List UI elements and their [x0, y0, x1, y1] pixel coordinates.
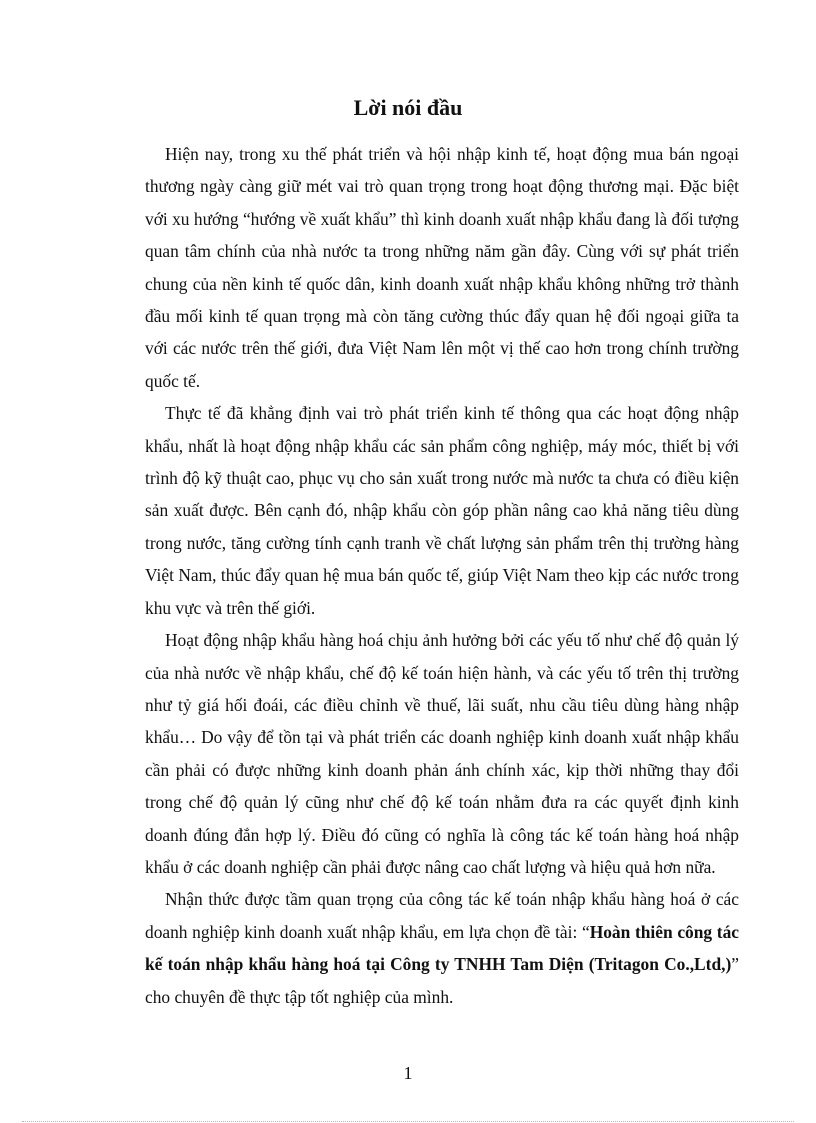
- page-title: Lời nói đầu: [353, 95, 463, 120]
- paragraph-2: Thực tế đã khẳng định vai trò phát triển kinh tế thông qua các hoạt động nhập khẩu, nhất là hoạt động nhập khẩu các sản phẩm công nghiệp, máy móc, thiết bị với trình độ kỹ thuật cao, phục vụ cho sản xuất trong nước mà nước ta chưa có điều kiện sản xuất được. Bên cạnh đó, nhập khẩu còn góp phần nâng cao khả năng tiêu dùng trong nước, tăng cường tính cạnh tranh về chất lượng sản phẩm trên thị trường hàng Việt Nam, thúc đẩy quan hệ mua bán quốc tế, giúp Việt Nam theo kịp các nước trong khu vực và trên thế giới.: [145, 403, 739, 618]
- paragraph-4: [145, 883, 739, 1013]
- body-text: [145, 138, 739, 1013]
- paragraph-4-intro: Nhận thức được tầm quan trọng của công tác kế toán nhập khẩu hàng hoá ở các doanh nghiệp kinh doanh xuất nhập khẩu, em lựa chọn đề tài: “: [145, 889, 739, 942]
- paragraph-4-outro: ” cho chuyên đề thực tập tốt nghiệp của mình.: [145, 954, 739, 1007]
- page-bottom-divider: [22, 1121, 794, 1122]
- thesis-topic: Hoàn thiên công tác kế toán nhập khẩu hàng hoá tại Công ty TNHH Tam Diện (Tritagon Co.,Ltd,): [145, 921, 739, 975]
- paragraph-3: Hoạt động nhập khẩu hàng hoá chịu ảnh hưởng bởi các yếu tố như chế độ quản lý của nhà nước về nhập khẩu, chế độ kế toán hiện hành, và các yếu tố trên thị trường như tỷ giá hối đoái, các điều chỉnh về thuế, lãi suất, nhu cầu tiêu dùng hàng nhập khẩu… Do vậy để tồn tại và phát triển các doanh nghiệp kinh doanh xuất nhập khẩu cần phải có được những kinh doanh phản ánh chính xác, kịp thời những thay đổi trong chế độ quản lý cũng như chế độ kế toán nhằm đưa ra các quyết định kinh doanh đúng đắn hợp lý. Điều đó cũng có nghĩa là công tác kế toán hàng hoá nhập khẩu ở các doanh nghiệp cần phải được nâng cao chất lượng và hiệu quả hơn nữa.: [145, 630, 739, 877]
- page-number: 1: [403, 1063, 413, 1083]
- paragraph-1: Hiện nay, trong xu thế phát triển và hội nhập kinh tế, hoạt động mua bán ngoại thương ngày càng giữ mét vai trò quan trọng trong hoạt động thương mại. Đặc biệt với xu hướng “hướng về xuất khẩu” thì kinh doanh xuất nhập khẩu đang là đối tượng quan tâm chính của nhà nước ta trong những năm gần đây. Cùng với sự phát triển chung của nền kinh tế quốc dân, kinh doanh xuất nhập khẩu không những trở thành đầu mối kinh tế quan trọng mà còn tăng cường thúc đẩy quan hệ đối ngoại giữa ta với các nước trên thế giới, đưa Việt Nam lên một vị thế cao hơn trong chính trường quốc tế.: [145, 144, 739, 391]
